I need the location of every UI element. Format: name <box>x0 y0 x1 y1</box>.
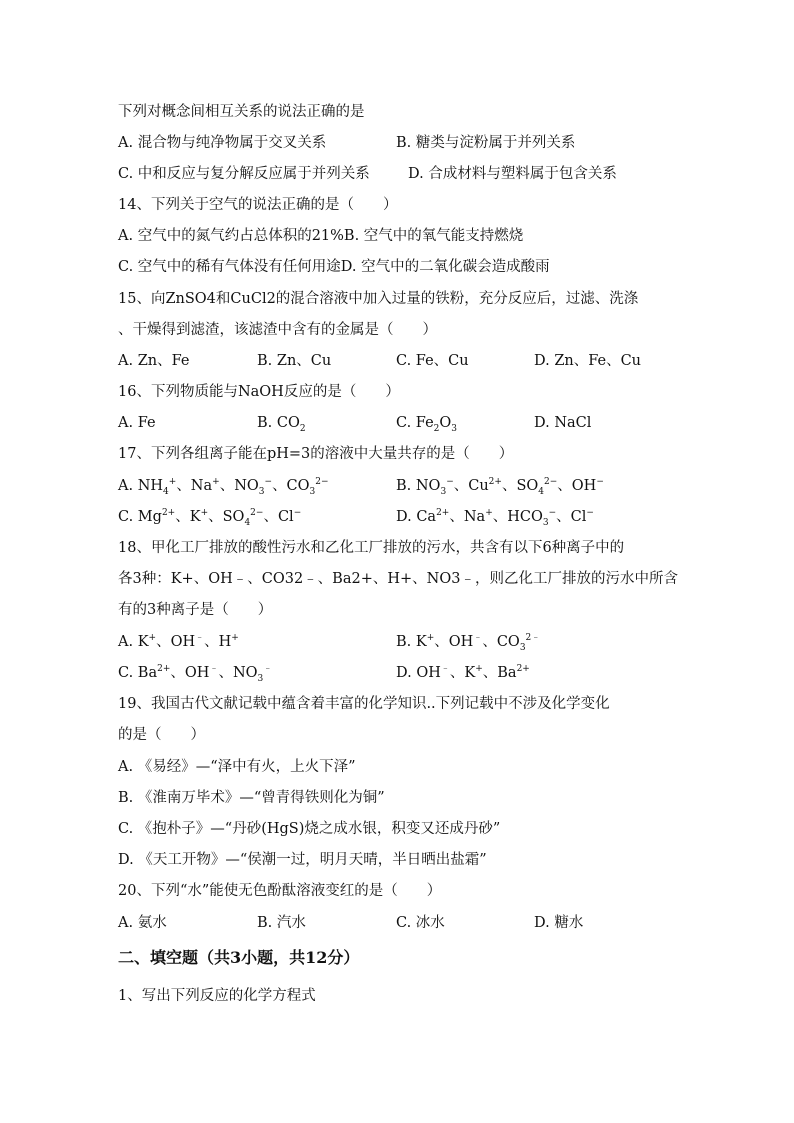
q13-option-a: A. 混合物与纯净物属于交叉关系 <box>118 135 327 151</box>
q13-stem: 下列对概念间相互关系的说法正确的是 <box>118 104 365 120</box>
q18-stem-line1: 18、甲化工厂排放的酸性污水和乙化工厂排放的污水，共含有以下6种离子中的 <box>118 540 625 556</box>
q16-option-c: C. $Fe_2O_3$ <box>396 415 458 434</box>
q15-stem-line1: 15、向ZnSO4和CuCl2的混合溶液中加入过量的铁粉，充分反应后，过滤、洗涤 <box>118 291 639 307</box>
q20-stem: 20、下列“水”能使无色酚酞溶液变红的是（ ） <box>118 883 442 899</box>
q18-option-d: D. OH﹣、K+、$Ba^{2+}$ <box>396 664 530 681</box>
q19-option-a: A. 《易经》—“泽中有火，上火下泽” <box>118 759 356 775</box>
q18-option-a: A. K+、OH﹣、H+ <box>118 633 239 650</box>
q17-option-a: A. $NH_4^+$、Na+、$NO_3^-$、$CO_3^{2-}$ <box>118 477 329 497</box>
q17-option-c: C. $Mg^{2+}$、K+、$SO_4^{2-}$、Cl− <box>118 508 302 528</box>
q18-option-c: C. $Ba^{2+}$、OH﹣、$NO_3^﹣$ <box>118 664 273 684</box>
q18-option-b: B. K+、OH﹣、$CO_3^{2﹣}$ <box>396 633 541 653</box>
q15-option-c: C. Fe、Cu <box>396 353 469 369</box>
q18-stem-line3: 有的3种离子是（ ） <box>118 602 273 618</box>
q20-option-a: A. 氨水 <box>118 915 167 931</box>
section2-q1-stem: 1、写出下列反应的化学方程式 <box>118 988 316 1004</box>
q15-option-a: A. Zn、Fe <box>118 353 190 369</box>
q14-options-cd: C. 空气中的稀有气体没有任何用途D. 空气中的二氧化碳会造成酸雨 <box>118 259 550 275</box>
q17-option-d: D. $Ca^{2+}$、Na+、$HCO_3^-$、Cl− <box>396 508 594 528</box>
q20-option-b: B. 汽水 <box>257 915 306 931</box>
q13-option-d: D. 合成材料与塑料属于包含关系 <box>408 166 617 182</box>
section-heading: 二、填空题（共3小题，共12分） <box>118 948 360 967</box>
q13-option-b: B. 糖类与淀粉属于并列关系 <box>396 135 576 151</box>
q14-options-ab: A. 空气中的氮气约占总体积的21%B. 空气中的氧气能支持燃烧 <box>118 228 524 244</box>
q19-stem-line1: 19、我国古代文献记载中蕴含着丰富的化学知识..下列记载中不涉及化学变化 <box>118 696 610 712</box>
q20-option-c: C. 冰水 <box>396 915 445 931</box>
q13-option-c: C. 中和反应与复分解反应属于并列关系 <box>118 166 370 182</box>
q19-option-b: B. 《淮南万毕术》—“曾青得铁则化为铜” <box>118 790 385 806</box>
q19-option-d: D. 《天工开物》—“侯潮一过，明月天晴，半日晒出盐霜” <box>118 852 487 868</box>
q16-stem: 16、下列物质能与NaOH反应的是（ ） <box>118 384 400 400</box>
q19-stem-line2: 的是（ ） <box>118 727 205 743</box>
q15-stem-line2: 、干燥得到滤渣，该滤渣中含有的金属是（ ） <box>118 322 437 338</box>
q16-option-d: D. NaCl <box>534 415 592 431</box>
q17-option-b: B. $NO_3^-$、$Cu^{2+}$、$SO_4^{2-}$、OH− <box>396 477 604 497</box>
q20-option-d: D. 糖水 <box>534 915 584 931</box>
q16-option-a: A. Fe <box>118 415 156 431</box>
q16-option-b: B. $CO_2$ <box>257 415 306 434</box>
q17-stem: 17、下列各组离子能在pH=3的溶液中大量共存的是（ ） <box>118 446 514 462</box>
q15-option-b: B. Zn、Cu <box>257 353 332 369</box>
q15-option-d: D. Zn、Fe、Cu <box>534 353 642 369</box>
q14-stem: 14、下列关于空气的说法正确的是（ ） <box>118 197 398 213</box>
q19-option-c: C. 《抱朴子》—“丹砂(HgS)烧之成水银，积变又还成丹砂” <box>118 821 501 837</box>
q18-stem-line2: 各3种：K+、OH﹣、CO32﹣、Ba2+、H+、NO3﹣，则乙化工厂排放的污水中所含 <box>118 571 678 587</box>
